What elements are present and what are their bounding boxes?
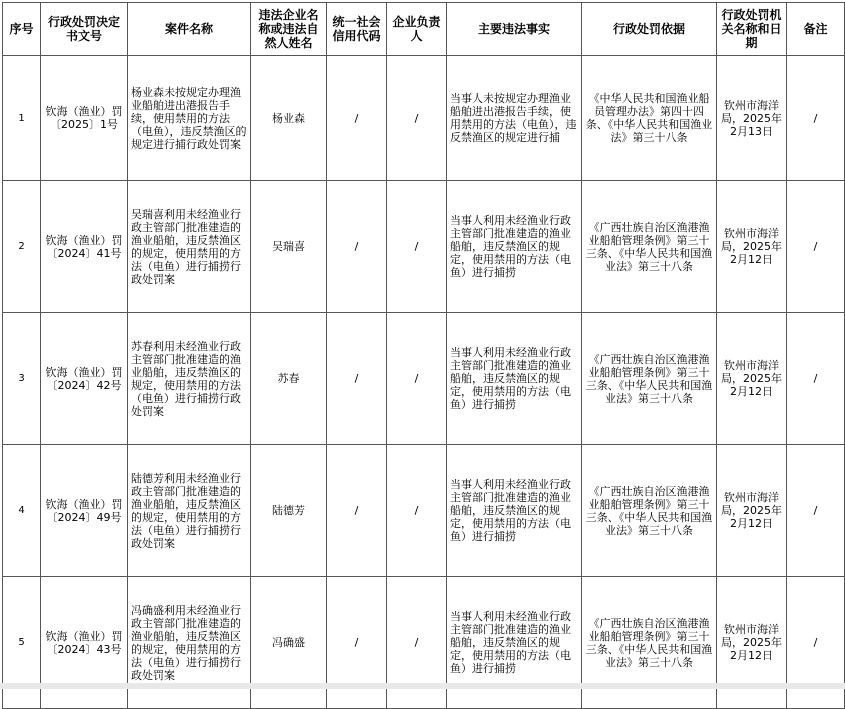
row-party: 杨业森 [251,56,327,181]
row-fact: 当事人利用未经渔业行政主管部门批准建造的渔业船舶，违反禁渔区的规定，使用禁用的方法（电鱼）进行捕捞 [447,181,582,313]
row-authority: 钦州市海洋局，2025年2月12日 [717,313,787,445]
row-index: 5 [3,577,41,709]
row-index: 3 [3,313,41,445]
row-credit-code: / [327,445,387,577]
header-cell-fact: 主要违法事实 [447,3,582,56]
row-remark: / [787,577,845,709]
table-row [3,445,845,577]
row-leader: / [387,445,447,577]
row-authority: 钦州市海洋局，2025年2月12日 [717,577,787,709]
row-leader: / [387,56,447,181]
table-row [3,181,845,313]
row-authority: 钦州市海洋局，2025年2月13日 [717,56,787,181]
header-cell-basis: 行政处罚依据 [582,3,717,56]
row-fact: 当事人利用未经渔业行政主管部门批准建造的渔业船舶，违反禁渔区的规定，使用禁用的方法（电鱼）进行捕捞 [447,445,582,577]
row-basis: 《中华人民共和国渔业船员管理办法》第四十四条、《中华人民共和国渔业法》第三十八条 [582,56,717,181]
row-index: 1 [3,56,41,181]
row-remark: / [787,313,845,445]
row-case-name: 杨业森未按规定办理渔业船舶进出港报告手续，使用禁用的方法（电鱼），违反禁渔区的规定进行捕行政处罚案 [128,56,251,181]
header-cell-doc-number: 行政处罚决定书文号 [41,3,128,56]
row-case-name: 陆德芳利用未经渔业行政主管部门批准建造的渔业船舶，违反禁渔区的规定，使用禁用的方法（电鱼）进行捕捞行政处罚案 [128,445,251,577]
table-row [3,313,845,445]
row-authority: 钦州市海洋局，2025年2月12日 [717,445,787,577]
row-doc-number: 钦海（渔业）罚〔2024〕41号 [41,181,128,313]
header-cell-credit-code: 统一社会信用代码 [327,3,387,56]
row-doc-number: 钦海（渔业）罚〔2024〕49号 [41,445,128,577]
row-fact: 当事人利用未经渔业行政主管部门批准建造的渔业船舶，违反禁渔区的规定，使用禁用的方法（电鱼）进行捕捞 [447,577,582,709]
row-remark: / [787,56,845,181]
row-basis: 《广西壮族自治区渔港渔业船舶管理条例》第三十三条、《中华人民共和国渔业法》第三十八条 [582,313,717,445]
penalty-table [2,2,845,709]
row-index: 4 [3,445,41,577]
row-doc-number: 钦海（渔业）罚〔2024〕42号 [41,313,128,445]
row-credit-code: / [327,181,387,313]
row-credit-code: / [327,577,387,709]
row-credit-code: / [327,56,387,181]
header-row [3,3,845,56]
row-party: 苏春 [251,313,327,445]
row-basis: 《广西壮族自治区渔港渔业船舶管理条例》第三十三条、《中华人民共和国渔业法》第三十八条 [582,577,717,709]
row-leader: / [387,181,447,313]
row-authority: 钦州市海洋局，2025年2月12日 [717,181,787,313]
row-remark: / [787,181,845,313]
row-index: 2 [3,181,41,313]
row-party: 冯确盛 [251,577,327,709]
row-credit-code: / [327,313,387,445]
row-fact: 当事人未按规定办理渔业船舶进出港报告手续，使用禁用的方法（电鱼），违反禁渔区的规定进行捕 [447,56,582,181]
row-case-name: 吴瑞喜利用未经渔业行政主管部门批准建造的渔业船舶，违反禁渔区的规定，使用禁用的方法（电鱼）进行捕捞行政处罚案 [128,181,251,313]
row-leader: / [387,313,447,445]
header-cell-index: 序号 [3,3,41,56]
row-leader: / [387,577,447,709]
table-row [3,56,845,181]
header-cell-remark: 备注 [787,3,845,56]
row-case-name: 苏春利用未经渔业行政主管部门批准建造的渔业船舶，违反禁渔区的规定，使用禁用的方法（电鱼）进行捕捞行政处罚案 [128,313,251,445]
row-party: 吴瑞喜 [251,181,327,313]
row-party: 陆德芳 [251,445,327,577]
row-doc-number: 钦海（渔业）罚〔2024〕43号 [41,577,128,709]
row-doc-number: 钦海（渔业）罚〔2025〕1号 [41,56,128,181]
row-case-name: 冯确盛利用未经渔业行政主管部门批准建造的渔业船舶，违反禁渔区的规定，使用禁用的方法（电鱼）进行捕捞行政处罚案 [128,577,251,709]
header-cell-authority: 行政处罚机关名称和日期 [717,3,787,56]
header-cell-leader: 企业负责人 [387,3,447,56]
header-cell-party: 违法企业名称或违法自然人姓名 [251,3,327,56]
bottom-edge-bar [0,683,845,689]
row-remark: / [787,445,845,577]
row-fact: 当事人利用未经渔业行政主管部门批准建造的渔业船舶，违反禁渔区的规定，使用禁用的方法（电鱼）进行捕捞 [447,313,582,445]
header-cell-case-name: 案件名称 [128,3,251,56]
row-basis: 《广西壮族自治区渔港渔业船舶管理条例》第三十三条、《中华人民共和国渔业法》第三十八条 [582,181,717,313]
row-basis: 《广西壮族自治区渔港渔业船舶管理条例》第三十三条、《中华人民共和国渔业法》第三十八条 [582,445,717,577]
